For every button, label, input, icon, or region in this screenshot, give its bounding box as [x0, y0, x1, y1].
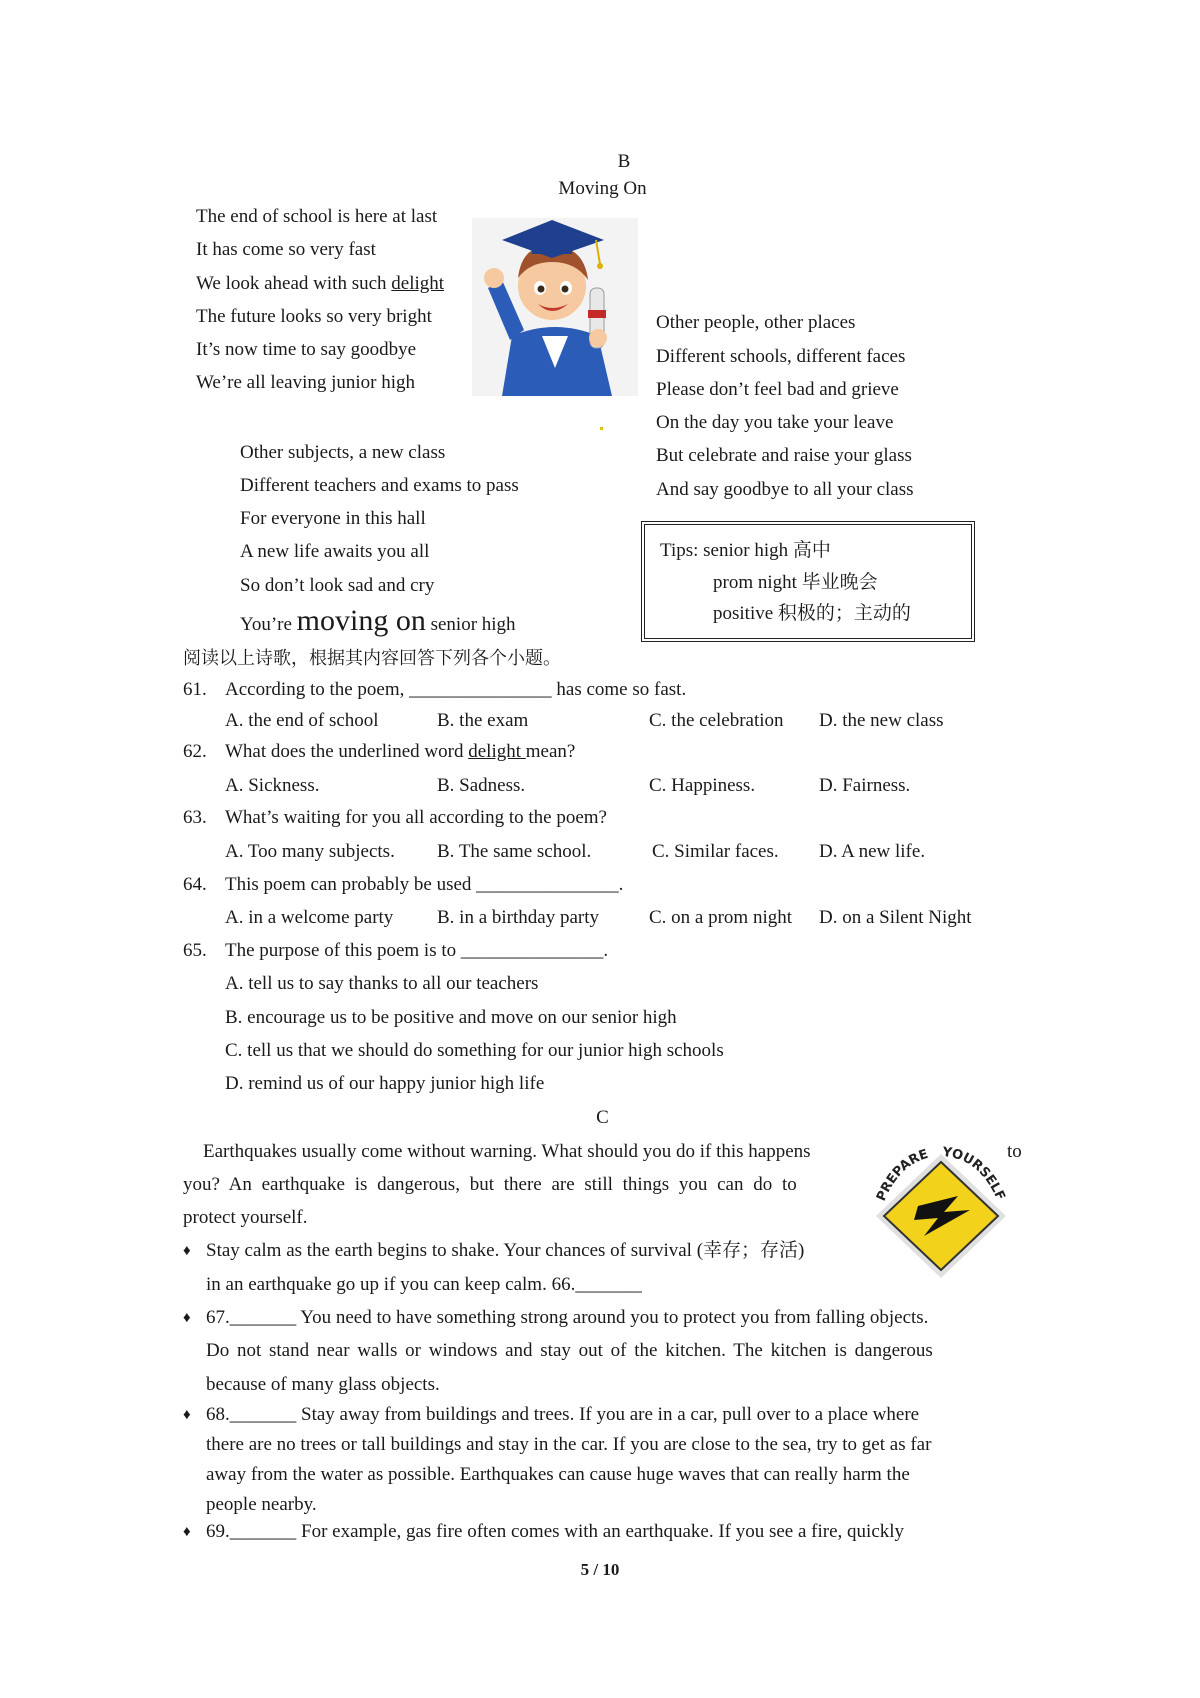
- option: A. Too many subjects.: [225, 841, 395, 862]
- tips-line: prom night 毕业晚会: [713, 572, 878, 593]
- bullet-line: because of many glass objects.: [206, 1374, 440, 1395]
- option: D. on a Silent Night: [819, 907, 972, 928]
- option: B. encourage us to be positive and move on our senior high: [225, 1007, 677, 1028]
- option: A. tell us to say thanks to all our teachers: [225, 973, 539, 994]
- poem-line: The future looks so very bright: [196, 306, 432, 327]
- option: D. A new life.: [819, 841, 926, 862]
- poem-line: Other people, other places: [656, 312, 856, 333]
- page-number: 5 / 10: [580, 1560, 620, 1579]
- moving-on-emphasis: moving on: [296, 604, 426, 637]
- bullet-line: Do not stand near walls or windows and stay out of the kitchen. The kitchen is dangerous: [206, 1340, 933, 1361]
- question-number: 61.: [183, 679, 207, 700]
- poem-line: And say goodbye to all your class: [656, 479, 914, 500]
- poem-line: Other subjects, a new class: [240, 442, 446, 463]
- poem-line: On the day you take your leave: [656, 412, 894, 433]
- option: B. The same school.: [437, 841, 592, 862]
- option: A. Sickness.: [225, 775, 320, 796]
- poem-line: Please don’t feel bad and grieve: [656, 379, 899, 400]
- intro-line-end: to: [1007, 1141, 1022, 1162]
- option: B. in a birthday party: [437, 907, 599, 928]
- option: D. remind us of our happy junior high life: [225, 1073, 545, 1094]
- option: C. Happiness.: [649, 775, 756, 796]
- poem-line: The end of school is here at last: [196, 206, 438, 227]
- question-text: What does the underlined word delight mean?: [225, 741, 576, 762]
- section-c-letter: C: [596, 1107, 609, 1128]
- prepare-yourself-sign: [862, 1140, 1020, 1280]
- option: C. the celebration: [649, 710, 784, 731]
- poem-line: We’re all leaving junior high: [196, 372, 416, 393]
- diamond-bullet-icon: ♦: [183, 1243, 191, 1259]
- tips-line: positive 积极的；主动的: [713, 603, 911, 624]
- bullet-line: in an earthquake go up if you can keep calm. 66._______: [206, 1274, 642, 1295]
- poem-line: We look ahead with such delight: [196, 273, 445, 294]
- bullet-line: Stay calm as the earth begins to shake. Your chances of survival (幸存；存活): [206, 1240, 805, 1261]
- poem-line: It’s now time to say goodbye: [196, 339, 417, 360]
- option: D. Fairness.: [819, 775, 911, 796]
- poem-line: Different teachers and exams to pass: [240, 475, 519, 496]
- bullet-line: 68._______ Stay away from buildings and trees. If you are in a car, pull over to a place where: [206, 1404, 920, 1425]
- diamond-bullet-icon: ♦: [183, 1524, 191, 1540]
- graduate-boy-illustration: [472, 218, 638, 396]
- poem-line: Different schools, different faces: [656, 346, 906, 367]
- poem-title: Moving On: [558, 178, 647, 199]
- question-text: The purpose of this poem is to _______________.: [225, 940, 609, 961]
- option: A. the end of school: [225, 710, 379, 731]
- poem-line: For everyone in this hall: [240, 508, 426, 529]
- sign-text-prepare: PREPARE: [873, 1146, 931, 1204]
- poem-line-last: You’re moving on senior high: [240, 604, 516, 637]
- question-number: 65.: [183, 940, 207, 961]
- option: A. in a welcome party: [225, 907, 394, 928]
- intro-line: protect yourself.: [183, 1207, 308, 1228]
- bullet-line: 67._______ You need to have something strong around you to protect you from falling objects.: [206, 1307, 929, 1328]
- question-number: 62.: [183, 741, 207, 762]
- question-number: 64.: [183, 874, 207, 895]
- diamond-bullet-icon: ♦: [183, 1310, 191, 1326]
- decorative-dot: [600, 427, 603, 430]
- option: D. the new class: [819, 710, 944, 731]
- underlined-delight: delight: [468, 741, 526, 762]
- underlined-delight: delight: [391, 273, 445, 294]
- sign-text-yourself: YOURSELF: [941, 1144, 1008, 1203]
- tips-box: [641, 521, 975, 642]
- intro-line: you? An earthquake is dangerous, but there are still things you can do to: [183, 1174, 797, 1195]
- diamond-bullet-icon: ♦: [183, 1407, 191, 1423]
- poem-line: So don’t look sad and cry: [240, 575, 435, 596]
- bullet-line: people nearby.: [206, 1494, 317, 1515]
- question-text: This poem can probably be used _______________.: [225, 874, 624, 895]
- section-b-letter: B: [617, 151, 631, 172]
- poem-line: A new life awaits you all: [240, 541, 430, 562]
- option: C. on a prom night: [649, 907, 793, 928]
- bullet-line: 69._______ For example, gas fire often comes with an earthquake. If you see a fire, quickly: [206, 1521, 905, 1542]
- option: C. tell us that we should do something for our junior high schools: [225, 1040, 724, 1061]
- option: B. the exam: [437, 710, 529, 731]
- question-number: 63.: [183, 807, 207, 828]
- option: B. Sadness.: [437, 775, 526, 796]
- question-text: According to the poem, _______________ has come so fast.: [225, 679, 687, 700]
- intro-line: Earthquakes usually come without warning. What should you do if this happens: [203, 1141, 811, 1162]
- bullet-line: there are no trees or tall buildings and stay in the car. If you are close to the sea, try to get as far: [206, 1434, 932, 1455]
- tips-line: Tips: senior high 高中: [660, 540, 831, 561]
- instruction-text: 阅读以上诗歌，根据其内容回答下列各个小题。: [183, 648, 561, 669]
- poem-line: It has come so very fast: [196, 239, 376, 260]
- question-text: What’s waiting for you all according to the poem?: [225, 807, 607, 828]
- poem-line: But celebrate and raise your glass: [656, 445, 912, 466]
- bullet-line: away from the water as possible. Earthquakes can cause huge waves that can really harm the: [206, 1464, 910, 1485]
- option: C. Similar faces.: [652, 841, 779, 862]
